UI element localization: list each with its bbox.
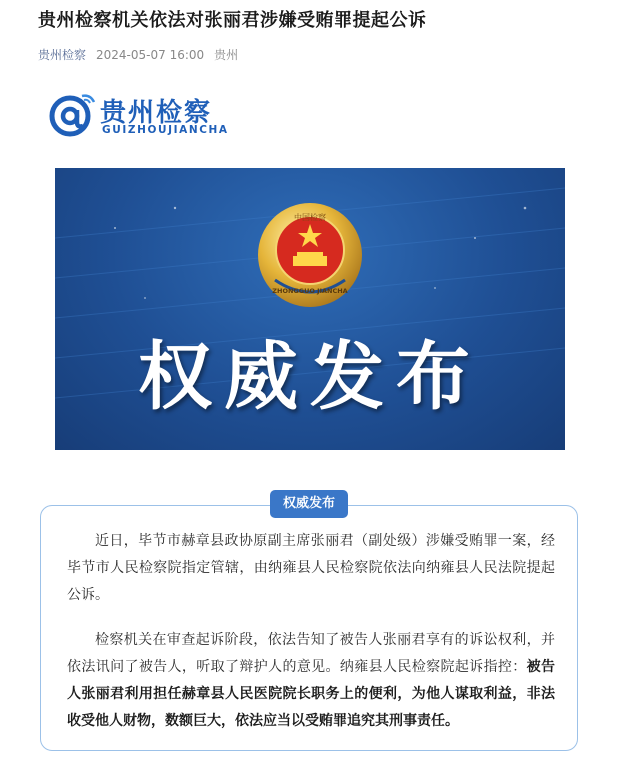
emblem-top-text: 中国检察 [294,213,326,222]
guizhou-jiancha-logo [48,92,248,138]
logo-name-cn: 贵州检察 [100,98,213,128]
source-link[interactable]: 贵州检察 [38,48,87,62]
emblem-bottom-text: ZHONGGUO JIANCHA [272,287,348,295]
at-sign-icon [48,92,98,138]
authority-banner [55,168,565,450]
paragraph-2-bold: 被告人张丽君利用担任赫章县人民医院院长职务上的便利，为他人谋取利益，非法收受他人财物，数额巨大，依法应当以受贿罪追究其刑事责任。 [67,659,556,729]
section-badge: 权威发布 [270,490,348,518]
banner-headline: 权威发布 [138,334,482,420]
procuratorate-emblem-icon [255,200,365,310]
article-meta [38,46,238,63]
paragraph-1: 近日，毕节市赫章县政协原副主席张丽君（副处级）涉嫌受贿罪一案，经毕节市人民检察院指定管辖，由纳雍县人民检察院依法向纳雍县人民法院提起公诉。 [67,533,555,603]
publish-location: 贵州 [214,48,239,62]
publish-datetime: 2024-05-07 16:00 [96,47,205,62]
article-body-box [40,505,578,751]
logo-name-en: GUIZHOUJIANCHA [102,124,229,136]
paragraph-2 [67,627,555,735]
article-title: 贵州检察机关依法对张丽君涉嫌受贿罪提起公诉 [38,10,427,31]
paragraph-2-normal: 检察机关在审查起诉阶段，依法告知了被告人张丽君享有的诉讼权利，并依法讯问了被告人，听取了辩护人的意见。纳雍县人民检察院起诉指控： [67,632,555,675]
